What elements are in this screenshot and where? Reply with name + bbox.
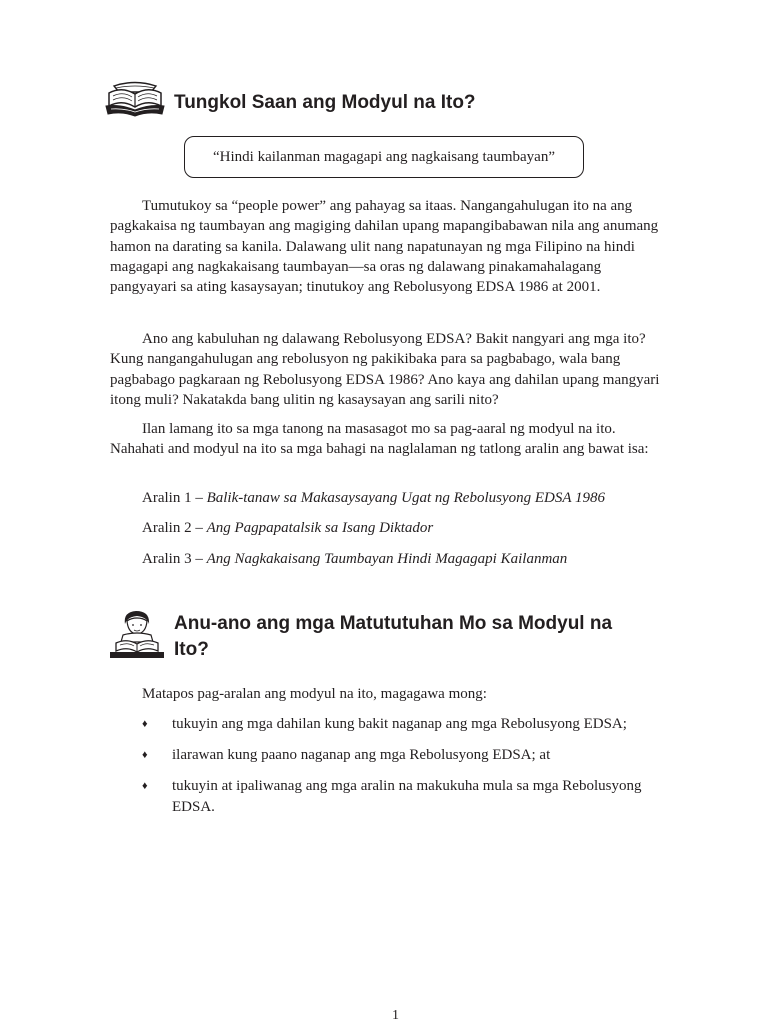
lesson-title: Balik-tanaw sa Makasaysayang Ugat ng Rebolusyong EDSA 1986	[206, 490, 606, 506]
list-item	[142, 745, 702, 767]
student-reading-icon	[106, 608, 168, 660]
page-number: 1	[392, 1008, 399, 1023]
paragraph-1-text: Tumutukoy sa “people power” ang pahayag sa itaas. Nangangahulugan ito na ang pagkakaisa ng taumbayan ang magiging dahilan upang mapangibabawan nila ang anumang hamon na darating sa kanila. Dalawang ulit nang napatunayan ng mga Filipino na hindi magagapi ang nagkakaisang taumbayan—sa oras ng dalawang pinakamahalagang pangyayari sa ating kasaysayan; tinutukoy ang Rebolusyong EDSA 1986 at 2001.	[110, 198, 659, 296]
paragraph-3-text: Ilan lamang ito sa mga tanong na masasagot mo sa pag-aaral ng modyul na ito. Nahahati and modyul na ito sa mga bahagi na naglalaman ng tatlong aralin ang bawat isa:	[110, 421, 649, 458]
lesson-label: Aralin 1 –	[142, 490, 203, 506]
quote-box	[184, 136, 584, 178]
paragraph-2-text: Ano ang kabuluhan ng dalawang Rebolusyong EDSA? Bakit nangyari ang mga ito? Kung nangangahulugan ang rebolusyon ng pakikibaka para sa pagbabago, wala bang pagbabago pagkaraan ng Rebolusyong EDSA 1986? Ano kaya ang dahilan upang mangyari itong muli? Nakatakda bang ulitin ng kasaysayan ang sarili nito?	[110, 331, 660, 408]
section-heading-learning-outcomes	[174, 611, 674, 663]
section-heading-about-module: Tungkol Saan ang Modyul na Ito?	[174, 92, 476, 113]
quote-text: “Hindi kailanman magagapi ang nagkaisang taumbayan”	[213, 149, 555, 165]
diamond-bullet-icon: ♦	[142, 718, 148, 730]
bullet-text: ilarawan kung paano naganap ang mga Rebolusyong EDSA; at	[172, 747, 551, 763]
heading-line-1: Anu-ano ang mga Matututuhan Mo sa Modyul na	[174, 613, 613, 634]
lesson-label: Aralin 2 –	[142, 520, 203, 536]
list-item	[142, 776, 702, 818]
paragraph-people-power	[110, 196, 668, 297]
outcomes-intro: Matapos pag-aralan ang modyul na ito, magagawa mong:	[142, 686, 487, 702]
diamond-bullet-icon: ♦	[142, 780, 148, 792]
lesson-item	[142, 518, 433, 538]
bullet-text: tukuyin at ipaliwanag ang mga aralin na makukuha mula sa mga Rebolusyong EDSA.	[172, 778, 642, 815]
lesson-item	[142, 549, 567, 569]
lesson-title: Ang Pagpapatalsik sa Isang Diktador	[206, 520, 434, 536]
bullet-text: tukuyin ang mga dahilan kung bakit naganap ang mga Rebolusyong EDSA;	[172, 716, 627, 732]
heading-line-2: Ito?	[174, 639, 209, 660]
list-item	[142, 714, 702, 736]
open-book-icon	[104, 80, 166, 118]
diamond-bullet-icon: ♦	[142, 749, 148, 761]
paragraph-module-parts	[110, 419, 668, 460]
lesson-title: Ang Nagkakaisang Taumbayan Hindi Magagapi Kailanman	[206, 551, 568, 567]
lesson-item	[142, 488, 605, 508]
paragraph-questions	[110, 329, 668, 410]
lesson-label: Aralin 3 –	[142, 551, 203, 567]
